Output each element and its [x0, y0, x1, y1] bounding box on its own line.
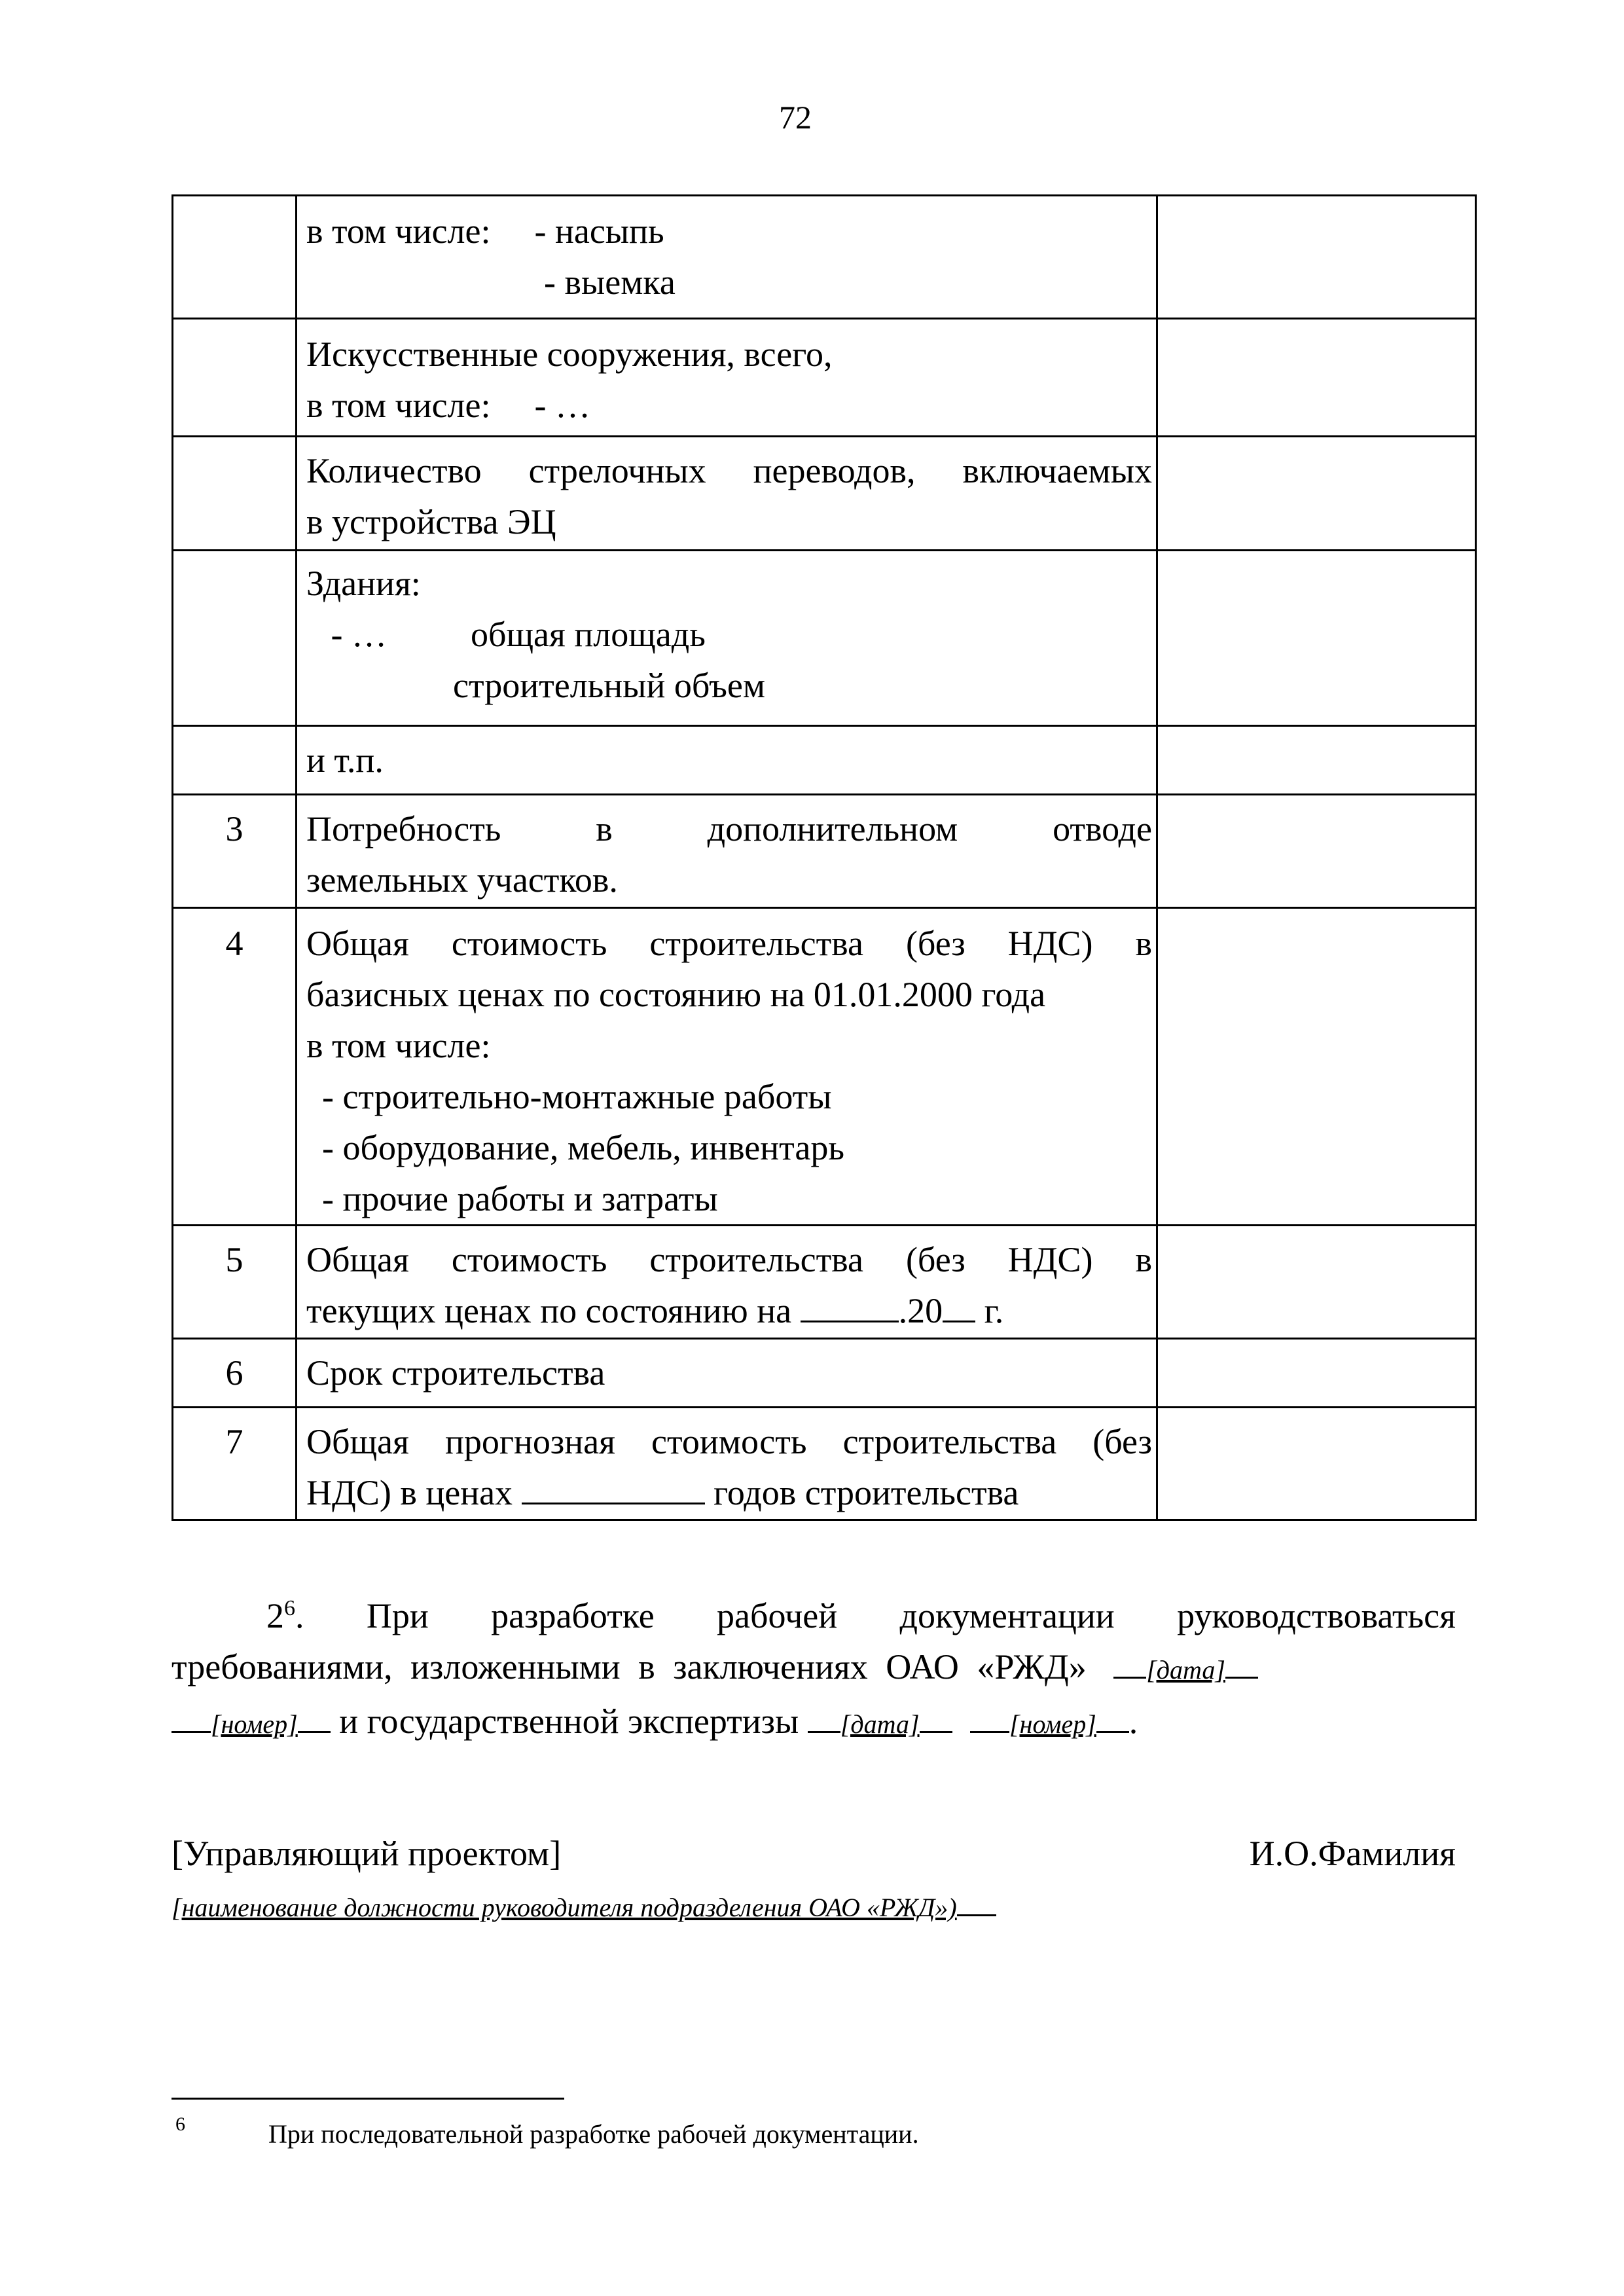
- row-text-cell: [297, 551, 1157, 726]
- row-value-cell: [1157, 795, 1476, 908]
- row-value-cell: [1157, 1408, 1476, 1520]
- year-blank: [943, 1290, 975, 1322]
- page-number: 72: [779, 99, 812, 136]
- subitems-label: в том числе:: [306, 1026, 491, 1065]
- item-construction-volume: строительный объем: [453, 666, 766, 705]
- buildings-label: Здания:: [306, 564, 421, 603]
- row-value-cell: [1157, 196, 1476, 319]
- table-row: [173, 908, 1476, 1226]
- underline-pad: [1225, 1648, 1258, 1679]
- underline-pad: [920, 1702, 952, 1733]
- row-value-cell: [1157, 1339, 1476, 1408]
- years-blank: [522, 1472, 705, 1504]
- paragraph-line: [171, 1696, 1456, 1750]
- signatory-position-placeholder: [171, 1891, 996, 1923]
- row-text-cell: [297, 196, 1157, 319]
- forecast-cost-label-cont: НДС) в ценах: [306, 1473, 522, 1512]
- table-row: [173, 1408, 1476, 1520]
- instruction-paragraph: [171, 1583, 1456, 1750]
- paragraph-text: требованиями, изложенными в заключениях ОАО «РЖД»: [171, 1647, 1087, 1686]
- paragraph-text: . При разработке рабочей документации руководствоваться: [295, 1596, 1456, 1635]
- etc-label: и т.п.: [306, 740, 384, 780]
- row-value-cell: [1157, 551, 1476, 726]
- paragraph-period: .: [1128, 1702, 1138, 1741]
- placeholder-number: [номер]: [1009, 1709, 1096, 1739]
- row-value-cell: [1157, 319, 1476, 437]
- underline-pad: [171, 1702, 211, 1733]
- table-row: [173, 795, 1476, 908]
- forecast-cost-label-end: годов строительства: [704, 1473, 1019, 1512]
- paragraph-number: 2: [266, 1596, 284, 1635]
- paragraph-line: [171, 1583, 1456, 1641]
- row-text-cell: [297, 908, 1157, 1226]
- subitems-label: в том числе:: [306, 211, 491, 251]
- signatory-position-text: [наименование должности руководителя подразделения ОАО «РЖД»): [171, 1893, 957, 1922]
- current-cost-label-cont: текущих ценах по состоянию на: [306, 1291, 801, 1330]
- row-text-cell: [297, 1226, 1157, 1339]
- footnote-ref: 6: [284, 1596, 295, 1620]
- signatory-name: И.О.Фамилия: [1249, 1834, 1456, 1873]
- date-blank: [801, 1290, 899, 1322]
- item-equipment: - оборудование, мебель, инвентарь: [322, 1128, 844, 1167]
- row-text-cell: [297, 1339, 1157, 1408]
- row-value-cell: [1157, 908, 1476, 1226]
- paragraph-text: и государственной экспертизы: [330, 1702, 808, 1741]
- row-value-cell: [1157, 1226, 1476, 1339]
- ellipsis-item: - …: [534, 386, 590, 425]
- row-number-cell: 6: [173, 1339, 297, 1408]
- row-number-cell: [173, 196, 297, 319]
- row-number-cell: [173, 437, 297, 551]
- placeholder-number: [номер]: [211, 1709, 298, 1739]
- forecast-cost-label: Общая прогнозная стоимость строительства (без: [306, 1422, 1152, 1461]
- underline-pad: [808, 1702, 840, 1733]
- current-cost-label: Общая стоимость строительства (без НДС) в: [306, 1240, 1152, 1279]
- underline-pad: [970, 1702, 1009, 1733]
- item-excavation: - выемка: [544, 263, 676, 302]
- year-suffix: г.: [975, 1291, 1004, 1330]
- ellipsis-item: - …: [331, 615, 387, 654]
- row-number-cell: 5: [173, 1226, 297, 1339]
- base-cost-label: Общая стоимость строительства (без НДС) в: [306, 924, 1152, 963]
- item-embankment: - насыпь: [534, 211, 664, 251]
- row-text-cell: [297, 319, 1157, 437]
- table-row: [173, 437, 1476, 551]
- paragraph-line: [171, 1641, 1456, 1696]
- switches-label: Количество стрелочных переводов, включаемых: [306, 451, 1152, 490]
- placeholder-date: [дата]: [1146, 1655, 1225, 1685]
- underline-pad: [957, 1891, 996, 1916]
- row-number-cell: [173, 319, 297, 437]
- underline-pad: [1096, 1702, 1129, 1733]
- project-indicators-table: [171, 194, 1477, 1521]
- footnote-divider: [171, 2098, 564, 2100]
- underline-pad: [298, 1702, 331, 1733]
- switches-label-cont: в устройства ЭЦ: [306, 502, 556, 541]
- table-row: [173, 1226, 1476, 1339]
- table-row: [173, 1339, 1476, 1408]
- row-value-cell: [1157, 437, 1476, 551]
- row-number-cell: 3: [173, 795, 297, 908]
- table-row: [173, 196, 1476, 319]
- base-cost-label-cont: базисных ценах по состоянию на 01.01.2000 года: [306, 975, 1046, 1014]
- item-total-area: общая площадь: [471, 615, 706, 654]
- row-number-cell: 7: [173, 1408, 297, 1520]
- underline-pad: [1113, 1648, 1146, 1679]
- table-row: [173, 726, 1476, 795]
- land-allotment-label-cont: земельных участков.: [306, 860, 618, 900]
- row-number-cell: [173, 551, 297, 726]
- row-value-cell: [1157, 726, 1476, 795]
- row-text-cell: [297, 1408, 1157, 1520]
- signatory-title: [Управляющий проектом]: [171, 1834, 562, 1873]
- row-number-cell: 4: [173, 908, 297, 1226]
- land-allotment-label: Потребность в дополнительном отводе: [306, 809, 1152, 848]
- year-prefix: .20: [898, 1291, 943, 1330]
- row-number-cell: [173, 726, 297, 795]
- table-row: [173, 319, 1476, 437]
- item-construction-works: - строительно-монтажные работы: [322, 1077, 832, 1116]
- construction-period-label: Срок строительства: [306, 1353, 605, 1393]
- table-row: [173, 551, 1476, 726]
- placeholder-date: [дата]: [840, 1709, 920, 1739]
- artificial-structures-label: Искусственные сооружения, всего,: [306, 335, 833, 374]
- subitems-label: в том числе:: [306, 386, 491, 425]
- row-text-cell: [297, 726, 1157, 795]
- footnote-text: При последовательной разработке рабочей документации.: [268, 2119, 919, 2149]
- row-text-cell: [297, 437, 1157, 551]
- item-other-works: - прочие работы и затраты: [322, 1179, 718, 1218]
- footnote-mark: 6: [175, 2113, 185, 2135]
- row-text-cell: [297, 795, 1157, 908]
